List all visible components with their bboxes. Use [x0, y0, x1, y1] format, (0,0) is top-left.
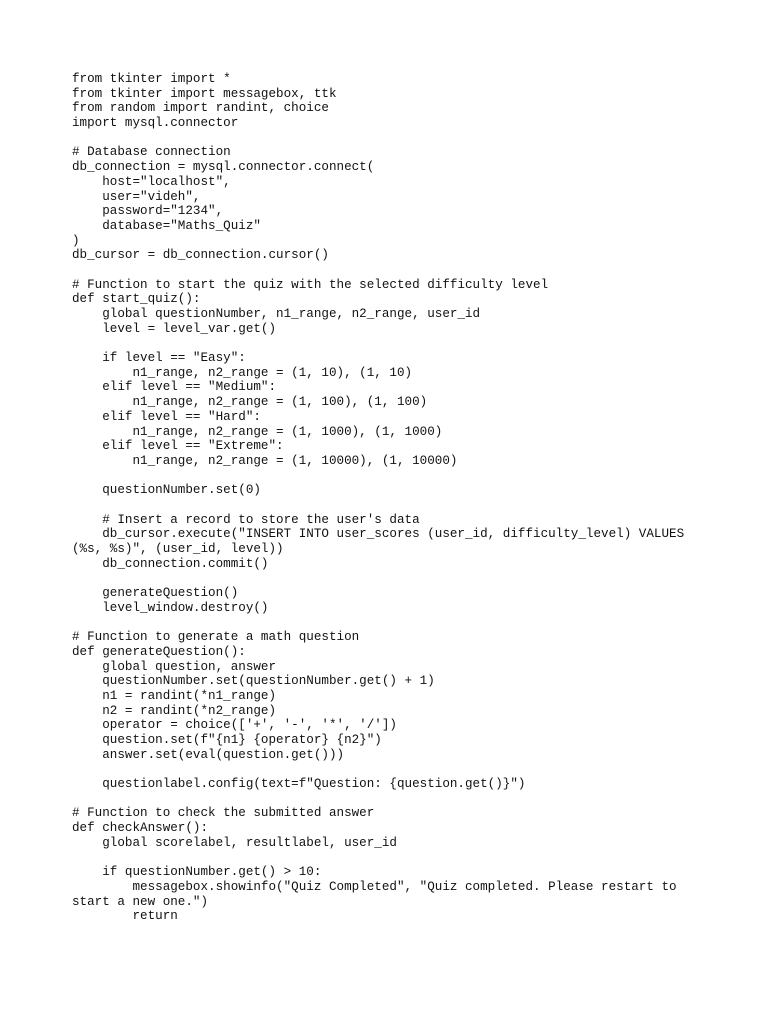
code-line: def start_quiz(): [72, 292, 201, 307]
code-line: question.set(f"{n1} {operator} {n2}") [72, 732, 382, 747]
code-line: n1_range, n2_range = (1, 10), (1, 10) [72, 365, 413, 380]
code-line: operator = choice(['+', '-', '*', '/']) [72, 718, 397, 733]
code-line: start a new one.") [72, 894, 209, 909]
code-line: db_cursor = db_connection.cursor() [72, 248, 329, 263]
code-line: user="videh", [72, 189, 201, 204]
code-line: db_cursor.execute("INSERT INTO user_scores (user_id, difficulty_level) VALUES [72, 527, 685, 542]
code-line: n1_range, n2_range = (1, 100), (1, 100) [72, 395, 428, 410]
code-line: questionNumber.set(questionNumber.get() + 1) [72, 674, 435, 689]
code-line [72, 850, 712, 865]
code-line: # Function to check the submitted answer [72, 806, 375, 821]
code-line: # Function to start the quiz with the selected difficulty level [72, 277, 549, 292]
code-line: ) [72, 233, 80, 248]
code-line: messagebox.showinfo("Quiz Completed", "Quiz completed. Please restart to [72, 879, 677, 894]
code-line [72, 263, 712, 278]
code-line: n1_range, n2_range = (1, 10000), (1, 10000) [72, 453, 458, 468]
code-line [72, 336, 712, 351]
code-line: (%s, %s)", (user_id, level)) [72, 542, 284, 556]
code-line: password="1234", [72, 204, 224, 219]
code-line: db_connection = mysql.connector.connect( [72, 160, 375, 175]
code-line: questionlabel.config(text=f"Question: {question.get()}") [72, 777, 526, 791]
code-line: elif level == "Hard": [72, 409, 261, 424]
code-line: elif level == "Extreme": [72, 439, 284, 454]
code-line: answer.set(eval(question.get())) [72, 747, 345, 762]
code-line: def generateQuestion(): [72, 644, 246, 659]
code-line: level = level_var.get() [72, 321, 277, 336]
code-line: return [72, 909, 178, 924]
code-line: elif level == "Medium": [72, 380, 277, 395]
code-line [72, 615, 712, 630]
code-line: n2 = randint(*n2_range) [72, 703, 277, 718]
code-line: global scorelabel, resultlabel, user_id [72, 835, 397, 850]
code-line: if level == "Easy": [72, 351, 246, 366]
code-line: n1_range, n2_range = (1, 1000), (1, 1000) [72, 424, 443, 439]
code-line: # Function to generate a math question [72, 630, 360, 645]
code-line: global question, answer [72, 659, 277, 674]
code-line: # Database connection [72, 145, 231, 160]
code-line: n1 = randint(*n1_range) [72, 688, 277, 703]
code-line [72, 498, 712, 513]
code-line: from tkinter import * [72, 72, 231, 86]
code-line: def checkAnswer(): [72, 821, 209, 836]
code-line: # Insert a record to store the user's data [72, 512, 420, 527]
code-line: generateQuestion() [72, 586, 239, 601]
code-line: level_window.destroy() [72, 600, 269, 615]
code-line: questionNumber.set(0) [72, 483, 261, 498]
code-line: global questionNumber, n1_range, n2_range, user_id [72, 307, 481, 321]
code-line: host="localhost", [72, 174, 231, 189]
code-line [72, 131, 712, 146]
code-block [72, 72, 712, 924]
code-line: from random import randint, choice [72, 101, 329, 116]
code-line [72, 469, 712, 484]
code-line [72, 762, 712, 777]
code-line: import mysql.connector [72, 116, 239, 131]
code-line: database="Maths_Quiz" [72, 218, 261, 233]
code-line [72, 792, 712, 807]
code-line [72, 571, 712, 586]
code-line: if questionNumber.get() > 10: [72, 865, 322, 880]
code-line: from tkinter import messagebox, ttk [72, 86, 337, 101]
code-line: db_connection.commit() [72, 556, 269, 571]
